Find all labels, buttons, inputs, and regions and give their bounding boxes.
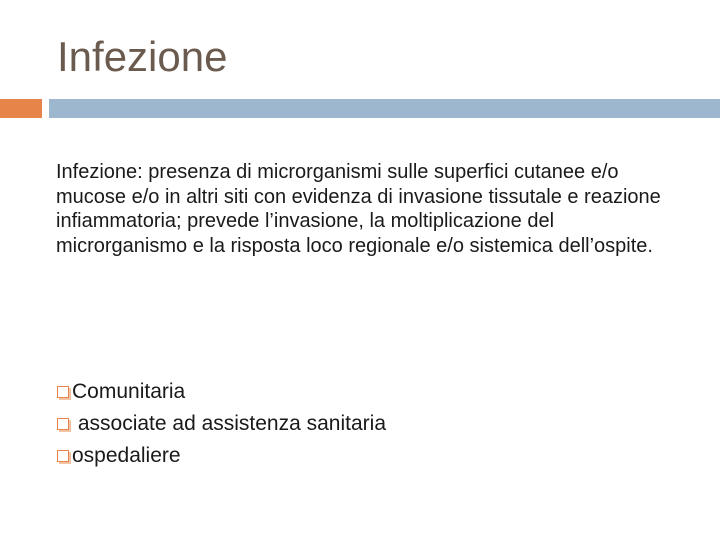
header-divider-bar [49, 99, 720, 118]
slide-title: Infezione [57, 33, 228, 80]
definition-paragraph [56, 160, 676, 258]
definition-term: Infezione [56, 161, 138, 183]
list-item [57, 408, 386, 440]
bullet-text: associate ad assistenza sanitaria [72, 412, 387, 435]
square-bullet-icon [57, 386, 69, 398]
bullet-text: Comunitaria [72, 380, 186, 403]
bullet-list [57, 376, 386, 472]
list-item [57, 440, 386, 472]
header-accent-bar [0, 99, 42, 118]
definition-text: : presenza di microrganismi sulle superfici cutanee e/o mucose e/o in altri siti con evidenza di invasione tissutale e reazione infiammatoria; prevede l’invasione, la moltiplicazione del microrganismo e la risposta loco regionale e/o sistemica dell’ospite. [56, 161, 661, 257]
square-bullet-icon [57, 418, 69, 430]
bullet-text: ospedaliere [72, 444, 181, 467]
list-item [57, 376, 386, 408]
square-bullet-icon [57, 450, 69, 462]
